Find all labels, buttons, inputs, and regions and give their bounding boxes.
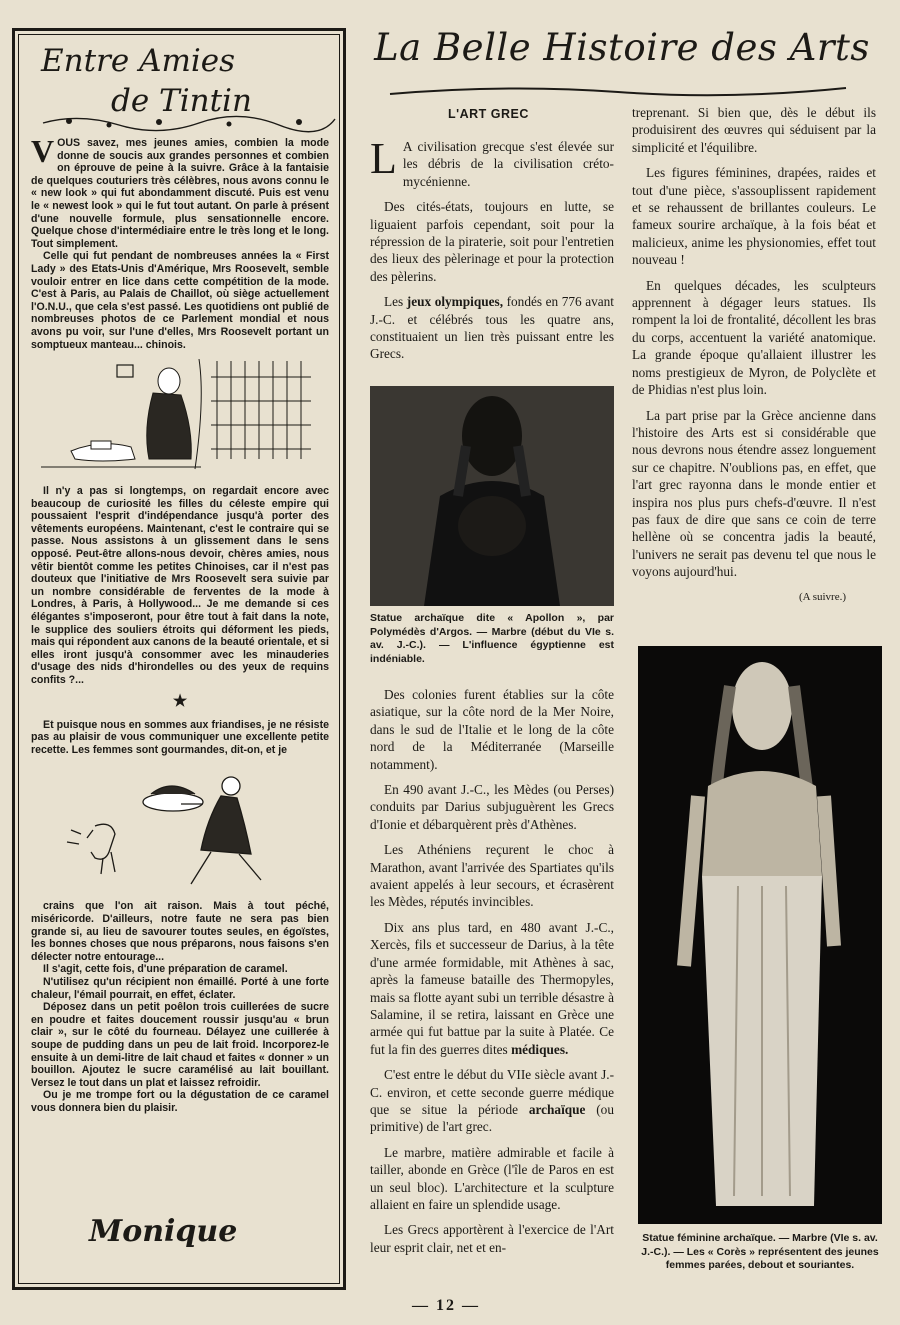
mid-paragraph-8: [370, 1066, 614, 1136]
mid-paragraph-5: En 490 avant J.-C., les Mèdes (ou Perses) conduits par Darius subjuguèrent les Grecs d'Ionie et débarquèrent près d'Athènes.: [370, 782, 614, 832]
dropcap-v: V: [31, 133, 55, 169]
column-title-line1: Entre Amies: [41, 43, 236, 79]
sketch-drawing: [31, 359, 331, 479]
star-separator: ★: [172, 692, 188, 710]
column-title: [31, 41, 329, 137]
middle-column-bottom: [370, 686, 614, 1264]
mid-paragraph-3-rest: fondés en 776 avant J.-C. et célébrés tous les quatre ans, constituaient un lien très puissant entre les Grecs.: [370, 294, 615, 362]
mid-paragraph-4: Des colonies furent établies sur la côte asiatique, sur la côte nord de la Mer Noire, dans le sud de l'Italie et le long de la côte nord de la Méditerranée (Marseille notamment).: [370, 687, 614, 772]
paragraph-2: Celle qui fut pendant de nombreuses années la « First Lady » des Etats-Unis d'Amérique, Mrs Roosevelt, semble vouloir entrer en lice dans cette compétition de la mode. C'est à Paris, au Palais de Chaillot, où siège actuellement l'O.N.U., que cela s'est passé. Les quotidiens ont publié de nombreuses photos de ce Parlement mondial et nous avons pu voir, sur l'une d'elles, Mrs Roosevelt portant un somptueux manteau... chinois.: [31, 250, 329, 351]
page-title: La Belle Histoire des Arts: [374, 26, 870, 69]
paragraph-4: Et puisque nous en sommes aux friandises, je ne résiste pas au plaisir de vous communiquer une excellente petite recette. Les femmes sont gourmandes, dit-on, et je: [31, 718, 329, 756]
core-statue-photo: [638, 646, 882, 1224]
mediques-bold: médiques.: [511, 1041, 569, 1057]
paragraph-7: N'utilisez qu'un récipient non émaillé. Porté à une forte chaleur, l'émail pourrait, en effet, éclater.: [31, 975, 329, 1001]
mid-paragraph-7-text: Dix ans plus tard, en 480 avant J.-C., Xercès, fils et successeur de Darius, à la tête d'une armée formidable, mit Athènes à sac, après la fameuse bataille des Thermopyles, mais sa flotte ayant subi un terrible désastre à Salamine, il se retira, laissant en Grèce une armée qui fut battue par la suite à Platée. Ce fut la fin des guerres dites: [370, 919, 614, 1057]
paragraph-3: Il n'y a pas si longtemps, on regardait encore avec beaucoup de curiosité les filles du céleste empire qui poussaient l'esprit d'indépendance jusqu'à porter des vêtements européens. Maintenant, c'est le contraire qui se passe. Nous assistons à un glissement dans le sens opposé. Peut-être allons-nous devoir, chères amies, nous vêtir bientôt comme les petites Chinoises, car il n'est pas douteux que l'initiative de Mrs Roosevelt sera suivie par un nombre considérable de ferventes de la mode à Londres, à Paris, à Hollywood... Je me demande si ces élégantes s'imposeront, pour être tout à fait dans la note, le supplice des souliers étroits qui déforment les pieds, mais qui répondent aux canons de la beauté orientale, et si elles iront jusqu'à consommer avec les minauderies d'usage des nids d'hirondelles ou des yeux de requins confits ?...: [31, 485, 329, 686]
core-caption: Statue féminine archaïque. — Marbre (VIe s. av. J.-C.). — Les « Corès » représentent des jeunes femmes parées, debout et souriantes.: [641, 1232, 879, 1271]
mid-paragraph-2: Des cités-états, toujours en lutte, se liguaient parfois cependant, soit pour la répression de la piraterie, soit pour l'entretien des lieux des pèlerinage et pour la protection des pèlerins.: [370, 199, 614, 284]
section-title: L'ART GREC: [448, 107, 529, 121]
apollon-caption: Statue archaïque dite « Apollon », par Polymédès d'Argos. — Marbre (début du VIe s. av. J.-C.). — L'influence égyptienne est indéniable.: [370, 612, 614, 665]
mid-paragraph-9: Le marbre, matière admirable et facile à tailler, abonde en Grèce (l'île de Paros en est un seul bloc). L'architecture et la sculpture allaient en faire un splendide usage.: [370, 1144, 614, 1212]
paragraph-1: OUS savez, mes jeunes amies, combien la mode donne de soucis aux grandes personnes et combien on éprouve de peine à la suivre. Grâce à la fantaisie de quelques couturiers très célèbres, nous avons connu le « new look » qui fut abondamment discuté. Puis est venu le « newest look » qui le fut tout autant. On parle à présent d'une nouvelle formule, plus sensationnelle encore. Quelque chose d'intermédiaire entre le très long et le long. Tout simplement.: [31, 137, 329, 250]
column-title-line2: de Tintin: [111, 83, 252, 119]
mid-paragraph-10: Les Grecs apportèrent à l'exercice de l'Art leur esprit clair, net et en-: [370, 1222, 614, 1255]
right-paragraph-3: En quelques décades, les sculpteurs apprennent à dégager leurs statues. Ils rompent la loi de frontalité, décollent les bras du corps, accentuent la variété anatomique. La grande époque qu'allaient illustrer les noms prestigieux de Myron, de Polyclète et de Phidias n'est plus loin.: [632, 277, 876, 398]
archaique-bold: archaïque: [528, 1101, 586, 1117]
a-suivre-note: (A suivre.): [798, 590, 846, 603]
illustration-girl-with-dish: [31, 760, 329, 896]
apollon-statue-photo: [370, 386, 614, 606]
entre-amies-column: [12, 28, 346, 1290]
mid-paragraph-6: Les Athéniens reçurent le choc à Marathon, avant l'arrivée des Spartiates qu'ils avaient appelés à leur secours, et écrasèrent les Mèdes, réputés invincibles.: [370, 842, 614, 910]
mid-paragraph-1: A civilisation grecque s'est élevée sur les débris de la civilisation créto-mycénienne.: [402, 139, 614, 189]
illustration-lady-chinese-coat: [31, 359, 329, 479]
mid-paragraph-8-text: C'est entre le début du VIIe siècle avant J.-C. environ, et cette seconde guerre médique que se situe la période: [370, 1067, 614, 1117]
right-paragraph-4: La part prise par la Grèce ancienne dans l'histoire des Arts est si considérable que nous devrons nous étendre assez longuement sur ce chapitre. N'oublions pas, en effet, que l'art grec rayonna dans le monde entier et inspira nos plus purs chefs-d'œuvre. Il n'est pas faux de dire que sans ce coin de terre hellène où se concentra jadis la beauté, l'univers ne serait pas devenu tel que nous le voyons aujourd'hui.: [632, 407, 876, 580]
sketch-drawing-2: [31, 760, 331, 896]
entre-amies-inner-frame: [18, 34, 340, 1284]
mid-paragraph-8-rest: (ou primitive) de l'art grec.: [370, 1101, 614, 1135]
mid-paragraph-7: [370, 919, 614, 1058]
core-statue-image: [638, 646, 882, 1224]
signature: Monique: [89, 1214, 238, 1249]
right-column: [632, 104, 876, 606]
column-body: [31, 133, 329, 1114]
paragraph-6: Il s'agit, cette fois, d'une préparation de caramel.: [43, 963, 288, 976]
paragraph-8: Déposez dans un petit poêlon trois cuillerées de sucre en poudre et faites doucement roussir jusqu'au « brun clair », sur le côté du fourneau. Délayez une cuillerée à soupe de pudding dans un peu de lait froid. Incorporez-le ensuite à un demi-litre de lait chaud et faites « donner » un bouillon. Ajoutez le sucre caramélisé au lait bouillant. Versez le tout dans un plat et laissez refroidir.: [31, 1001, 329, 1089]
paragraph-9: Ou je me trompe fort ou la dégustation de ce caramel vous donnera bien du plaisir.: [31, 1089, 329, 1114]
right-paragraph-1: treprenant. Si bien que, dès le début ils produisirent des œuvres qui séduisent par la simplicité et l'équilibre.: [632, 105, 876, 155]
floral-ornament: [39, 111, 339, 135]
apollon-statue-image: [370, 386, 614, 606]
jeux-olympiques-bold: jeux olympiques,: [406, 294, 504, 310]
mid-paragraph-3: [370, 293, 614, 363]
page-number: — 12 —: [412, 1297, 480, 1314]
right-paragraph-2: Les figures féminines, drapées, raides et tout d'une pièce, s'assouplissent rapidement et se rehaussent de brillantes couleurs. Le fameux sourire archaïque, à la fois béat et malicieux, anime les physionomies, effet tout nouveau !: [632, 165, 876, 268]
mid-paragraph-3-prefix: Les: [384, 294, 407, 310]
dropcap-l: L: [370, 134, 397, 183]
paragraph-5: crains que l'on ait raison. Mais à tout péché, miséricorde. D'ailleurs, notre faute ne sera pas bien grande si, au lieu de savourer toutes seules, en égoïstes, les bonnes choses que nous préparons, nous faisons s'en délecter notre entourage...: [31, 900, 329, 963]
title-underline-flourish: [388, 84, 848, 98]
middle-column-top: [370, 134, 615, 371]
